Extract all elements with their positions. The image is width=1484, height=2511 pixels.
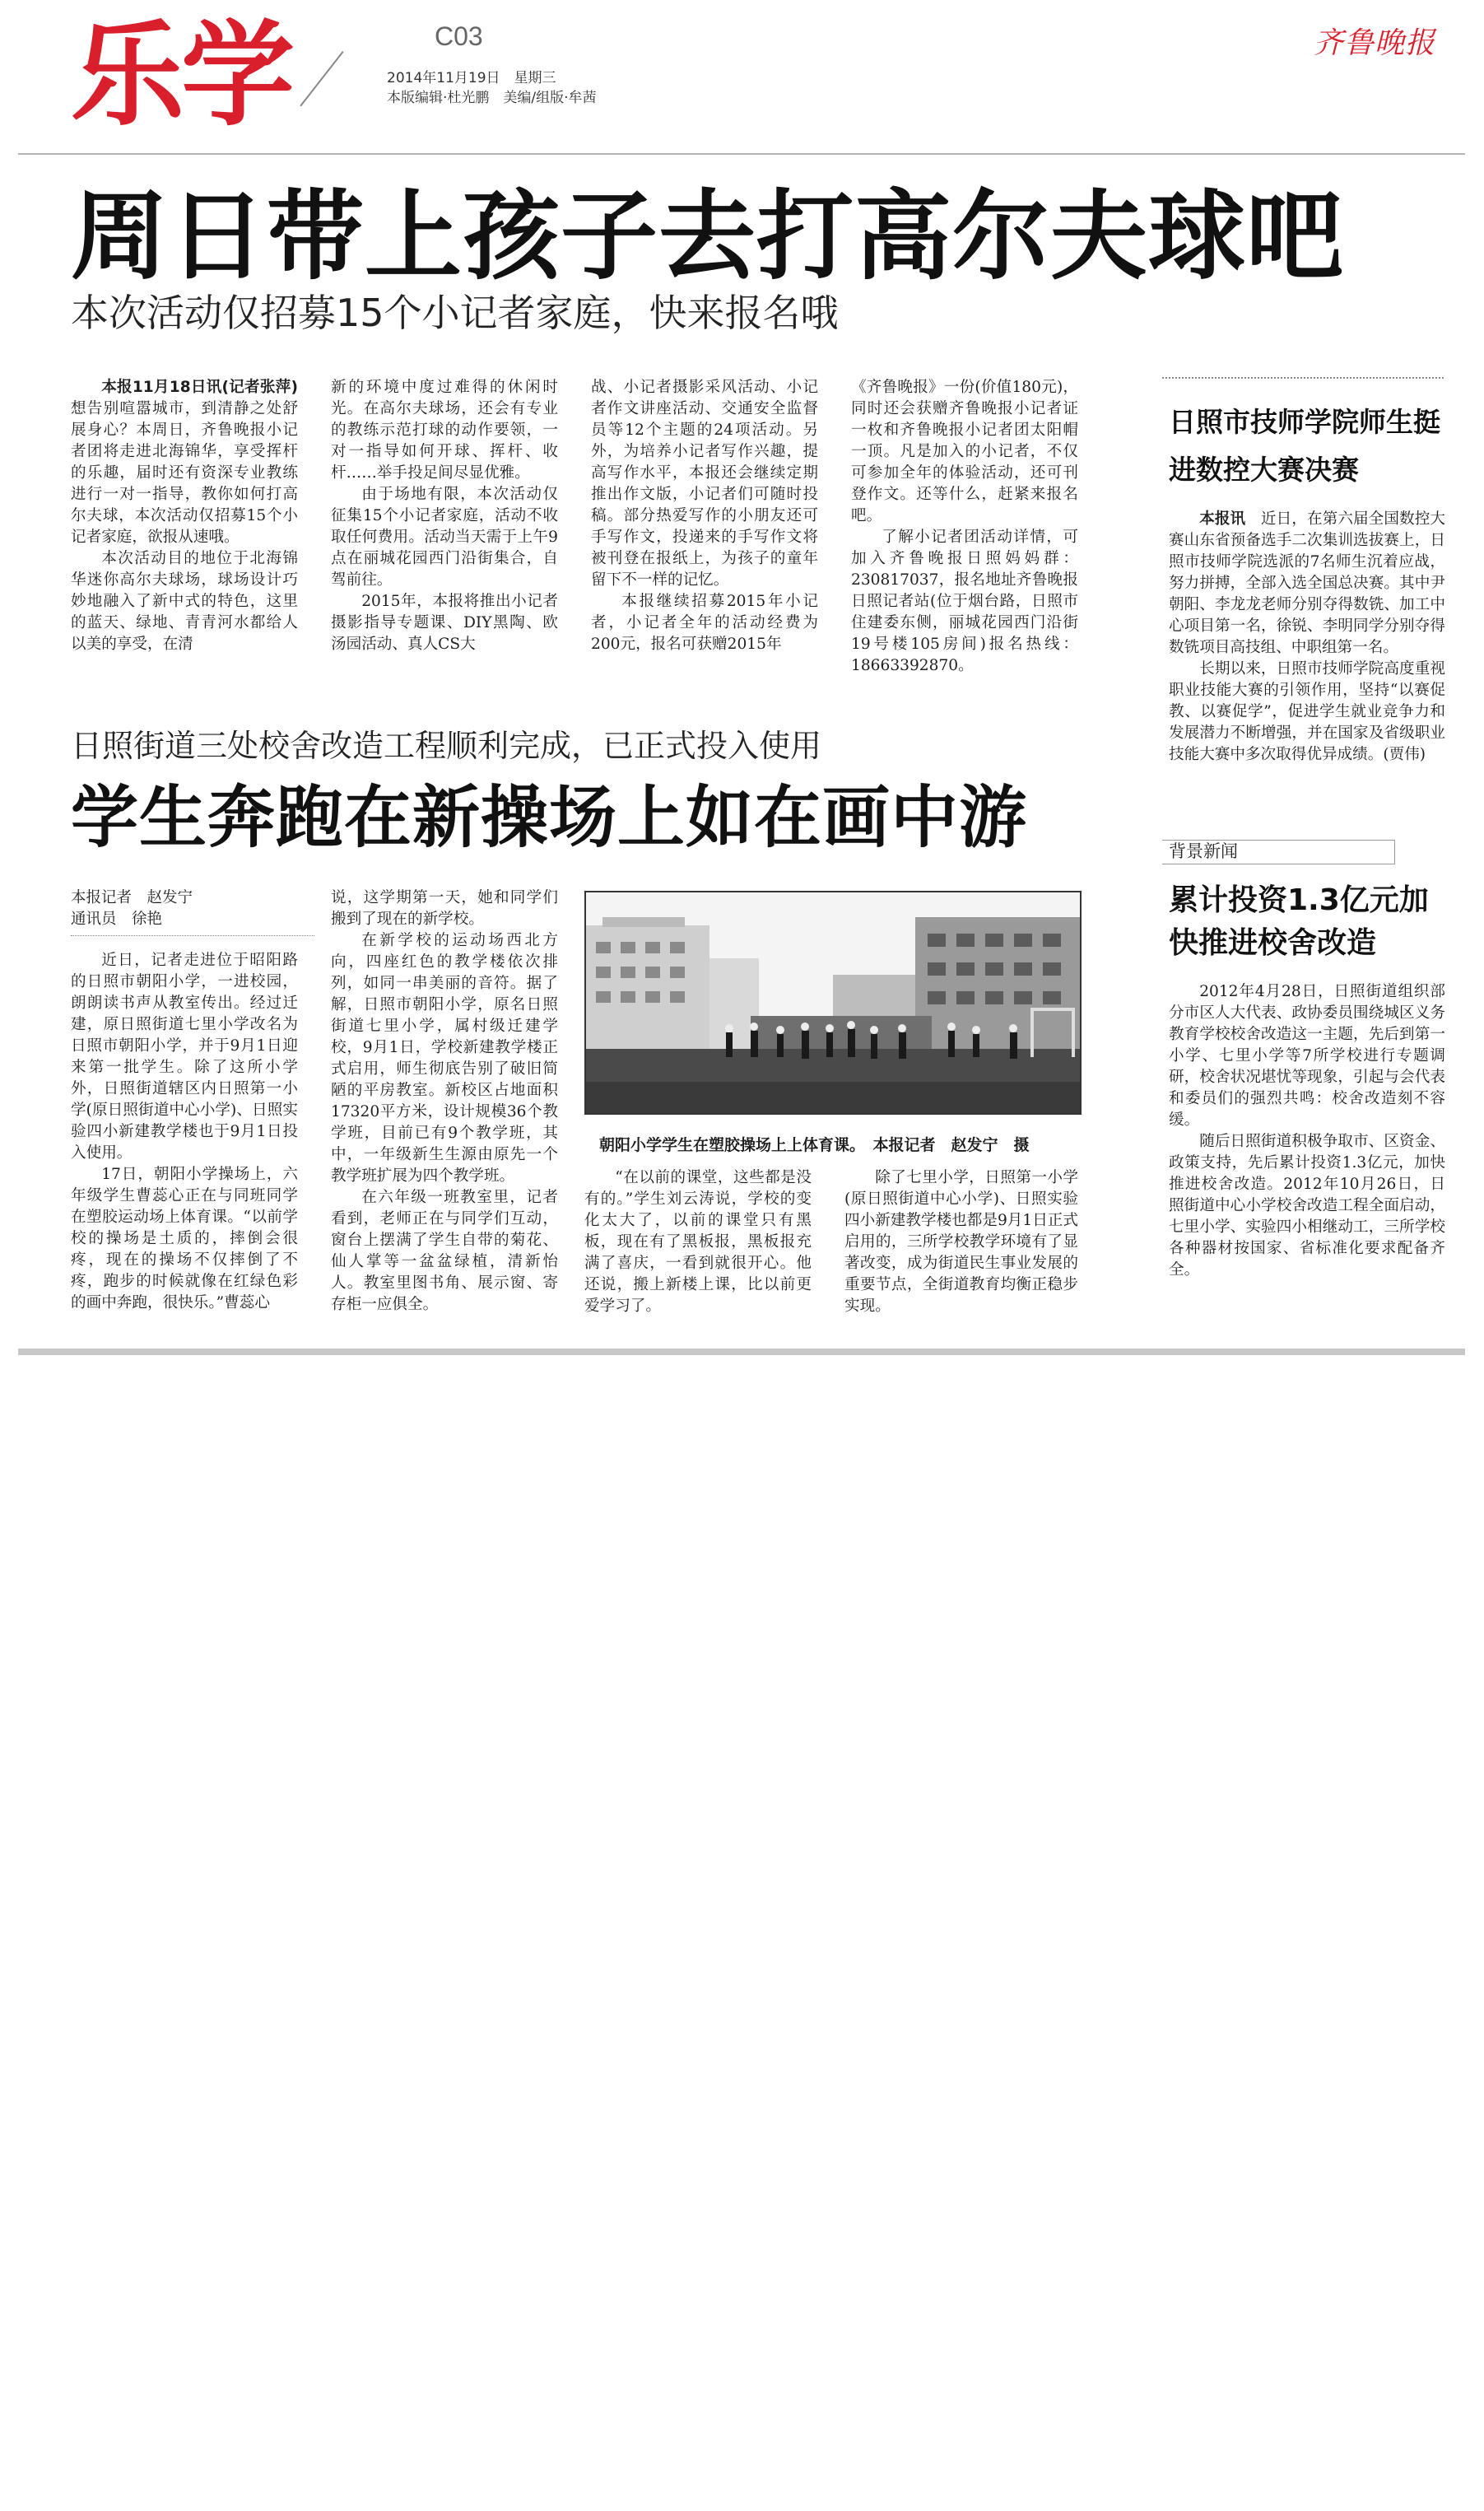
photo-caption: 朝阳小学学生在塑胶操场上上体育课。 本报记者 赵发宁 摄	[599, 1136, 1030, 1154]
editor-credits: 本版编辑·杜光鹏 美编/组版·牟茜	[387, 90, 597, 106]
sidebar1-lead: 本报讯	[1199, 510, 1246, 528]
story1-paragraph: 想告别喧嚣城市，到清静之处舒展身心？本周日，齐鲁晚报小记者团将走进北海锦华，享受挥杆的乐趣，届时还有资深专业教练进行一对一指导，教你如何打高尔夫球，本次活动仅招募15个小记者家庭，欲报从速哦。	[71, 400, 298, 546]
story2-paragraph: 说，这学期第一天，她和同学们搬到了现在的新学校。	[331, 889, 558, 928]
story1-paragraph: 本报继续招募2015年小记者，小记者全年的活动经费为200元，报名可获赠2015年	[591, 593, 818, 653]
byline-reporter: 本报记者 赵发宁	[71, 889, 193, 906]
story1-paragraph: 由于场地有限，本次活动仅征集15个小记者家庭，活动不收取任何费用。活动当天需于上午9点在丽城花园西门沿街集合，自驾前往。	[331, 486, 558, 589]
page-bottom-rule	[18, 1349, 1465, 1355]
story2-byline	[71, 887, 318, 930]
story1-paragraph: 2015年，本报将推出小记者摄影指导专题课、DIY黑陶、欧汤园活动、真人CS大	[331, 593, 558, 653]
sidebar2-paragraph: 随后日照街道积极争取市、区资金、政策支持，先后累计投资1.3亿元，加快推进校舍改造。2012年10月26日，日照街道中心小学校舍改造工程全面启动，七里小学、实验四小相继动工，三所学校各种器材按国家、省标准化要求配备齐全。	[1169, 1133, 1445, 1279]
page-number: C03	[435, 21, 483, 51]
section-title: 乐学	[71, 9, 292, 142]
story2-paragraph: 17日，朝阳小学操场上，六年级学生曹蕊心正在与同班同学在塑胶运动场上体育课。“以前学校的操场是土质的，摔倒会很疼，现在的操场不仅摔倒了不疼，跑步的时候就像在红绿色彩的画中奔跑，很快乐。”曹蕊心	[71, 1166, 298, 1311]
issue-date: 2014年11月19日 星期三	[387, 70, 556, 86]
sidebar1-body	[1169, 509, 1445, 818]
story2-paragraph: 在六年级一班教室里，记者看到，老师正在与同学们互动，窗台上摆满了学生自带的菊花、仙人掌等一盆盆绿植，清新怡人。教室里图书角、展示窗、寄存柜一应俱全。	[331, 1189, 558, 1313]
sidebar1-headline: 日照市技师学院师生挺进数控大赛决赛	[1169, 406, 1440, 486]
byline-rule	[71, 935, 314, 936]
story1-subhead: 本次活动仅招募15个小记者家庭，快来报名哦	[71, 291, 839, 335]
sidebar2-paragraph: 2012年4月28日，日照街道组织部分市区人大代表、政协委员围绕城区义务教育学校校舍改造这一主题，先后到第一小学、七里小学等7所学校进行专题调研，校舍状况堪忧等现象，引起与会代表和委员们的强烈共鸣：校舍改造刻不容缓。	[1169, 983, 1445, 1129]
sidebar1-paragraph: 近日，在第六届全国数控大赛山东省预备选手二次集训选拔赛上，日照市技师学院选派的7名师生沉着应战，努力拼搏，全部入选全国总决赛。其中尹朝阳、李龙龙老师分别夺得数铣、加工中心项目第一名，徐锐、李明同学分别夺得数铣项目高技组、中职组第一名。	[1169, 510, 1445, 656]
story1-column-4	[851, 377, 1078, 690]
story1-lead: 本报11月18日讯(记者张萍)	[101, 379, 298, 396]
story1-column-2	[331, 377, 558, 690]
masthead-divider	[300, 51, 343, 106]
story2-column-1	[71, 950, 298, 1337]
sidebar2-body	[1169, 981, 1445, 1344]
story2-paragraph: 在新学校的运动场西北方向，四座红色的教学楼依次排列，如同一串美丽的音符。据了解，日照市朝阳小学，原名日照街道七里小学，属村级迁建学校，9月1日，学校新建教学楼正式启用，师生彻底告别了破旧简陋的平房教室。新校区占地面积17320平方米，设计规模36个教学班，目前已有9个教学班，其中，一年级新生生源由原先一个教学班扩展为四个教学班。	[331, 932, 558, 1185]
sidebar1-paragraph: 长期以来，日照市技师学院高度重视职业技能大赛的引领作用，坚持“以赛促教、以赛促学”，促进学生就业竞争力和发展潜力不断增强，并在国家及省级职业技能大赛中多次取得优异成绩。(贾伟)	[1169, 660, 1445, 763]
school-photo	[584, 891, 1082, 1115]
sidebar2-headline: 累计投资1.3亿元加快推进校舍改造	[1169, 883, 1429, 960]
story1-column-3	[591, 377, 818, 690]
story1-paragraph: 本次活动目的地位于北海锦华迷你高尔夫球场，球场设计巧妙地融入了新中式的特色，这里的蓝天、绿地、青青河水都给人以美的享受，在清	[71, 550, 298, 653]
story1-headline: 周日带上孩子去打高尔夫球吧	[71, 179, 1345, 293]
background-news-label: 背景新闻	[1169, 841, 1238, 861]
story2-kicker: 日照街道三处校舍改造工程顺利完成，已正式投入使用	[71, 728, 822, 764]
story2-headline: 学生奔跑在新操场上如在画中游	[71, 779, 1028, 857]
story2-paragraph: 近日，记者走进位于昭阳路的日照市朝阳小学，一进校园，朗朗读书声从教室传出。经过迁建，原日照街道七里小学改名为日照市朝阳小学，并于9月1日迎来第一批学生。除了这所小学外，日照街道辖区内日照第一小学(原日照街道中心小学)、日照实验四小新建教学楼也于9月1日投入使用。	[71, 952, 298, 1162]
sidebar-top-rule	[1162, 377, 1444, 379]
story2-column-4	[844, 1167, 1078, 1337]
story1-paragraph: 新的环境中度过难得的休闲时光。在高尔夫球场，还会有专业的教练示范打球的动作要领，一对一指导如何开球、挥杆、收杆……举手投足间尽显优雅。	[331, 379, 558, 482]
byline-correspondent: 通讯员 徐艳	[71, 911, 163, 928]
story2-paragraph: 除了七里小学，日照第一小学(原日照街道中心小学)、日照实验四小新建教学楼也都是9月1日正式启用的，三所学校教学环境有了显著改变，成为街道民生事业发展的重要节点，全街道教育均衡正稳步实现。	[844, 1169, 1078, 1315]
story1-paragraph: 战、小记者摄影采风活动、小记者作文讲座活动、交通安全监督员等12个主题的24项活动。另外，为培养小记者写作兴趣，提高写作水平，本报还会继续定期推出作文版，小记者们可随时投稿。部分热爱写作的小朋友还可手写作文，投递来的手写作文将被刊登在报纸上，为孩子的童年留下不一样的记忆。	[591, 379, 818, 589]
story2-paragraph: “在以前的课堂，这些都是没有的。”学生刘云涛说，学校的变化太大了，以前的课堂只有黑板，现在有了黑板报，黑板报充满了喜庆，一看到就很开心。他还说，搬上新楼上课，比以前更爱学习了。	[584, 1169, 812, 1315]
story2-column-2	[331, 887, 558, 1337]
masthead-rule	[18, 153, 1465, 155]
story2-column-3	[584, 1167, 812, 1337]
story1-paragraph: 了解小记者团活动详情，可加入齐鲁晚报日照妈妈群：230817037，报名地址齐鲁晚报日照记者站(位于烟台路，日照市住建委东侧，丽城花园西门沿街19号楼105房间)报名热线：18663392870。	[851, 529, 1078, 674]
story1-column-1	[71, 377, 298, 690]
story1-paragraph: 《齐鲁晚报》一份(价值180元)，同时还会获赠齐鲁晚报小记者证一枚和齐鲁晚报小记者团太阳帽一顶。凡是加入的小记者，不仅可参加全年的体验活动，还可刊登作文。还等什么，赶紧来报名吧。	[851, 379, 1078, 524]
newspaper-logo: 齐鲁晚报	[1314, 26, 1436, 60]
